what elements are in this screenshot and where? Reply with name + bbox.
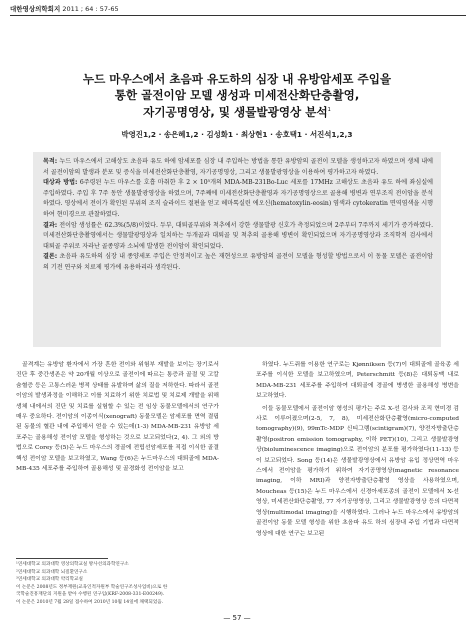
methods-label: 대상과 방법: [43, 179, 78, 187]
citation: 2011 ; 64 : 57-65 [62, 5, 119, 13]
abstract [43, 157, 433, 274]
conclusion-label: 결론: [43, 253, 58, 261]
paper-title [20, 72, 454, 120]
body-column-right [256, 360, 459, 539]
title-footnote-marker: 1 [327, 107, 331, 113]
body-paragraph: 이들 동물모델에서 골전이암 형성의 평가는 주로 X-선 검사와 조직 현미경 검사로 이루어졌으며(2-5, 7, 8), 미세전산화단층촬영(micro-computed tomography)(9), 99mTc-MDP 신티그램(scintigram)(7), 양전자방출단층촬영(positron emission tomography, 이하 PET)(10), 그리고 생물발광영상(bioluminescence imaging)으로 전이암의 분포를 평가하였다(11-13) 등이 보고되었다. Song 등(14)은 생물발광영상에서 유방암 유입 정상면역 마우스에서 전이암을 평가하기 위하여 자기공명영상(magnetic resonance imaging, 이하 MRI)과 양전자방출단층촬영 영상을 사용하였으며, Moucheas 등(15)은 누드 마우스에서 신경아세포종의 골전이 모델에서 X-선 영상, 미세전산화단층촬영, 77 자기공명영상, 그리고 생물발광영상 등의 다면적 영상(multimodal imaging)을 시행하였다. 그러나 누드 마우스에서 유방암의 골전이암 동물 모델 형성을 위한 초음파 유도 하의 심장내 주입 기법과 다면적 영상에 대한 연구는 보고된 [256, 405, 459, 537]
journal-name: 대한영상의학회지 [10, 5, 61, 13]
abstract-methods [43, 178, 433, 220]
abstract-results [43, 221, 433, 253]
footnote-rule [16, 558, 108, 559]
methods-text: 6주령된 누드 마우스를 호흡 마취한 후 2 × 10⁵개의 MDA-MB-231Bo-Luc 세포를 17MHz 고해상도 초음파 유도 하에 좌심실에 주입하였다. 주입 후 7주 동안 생물발광영상을 하였으며, 7주째에 미세전산화단층촬영과 자기공명영상으로 골용해 병변과 연부조직 전이암을 분석하였다. 영상에서 전이가 확인된 부위의 조직 슬라이드 절편을 얻고 헤마톡실린 에오신(hematoxylin-eosin) 염색과 cytokeratin 면역염색을 시행하여 현미경으로 관찰하였다. [43, 179, 434, 218]
results-label: 결과: [43, 221, 58, 229]
footnote-funding-2: 국학술진흥재단의 지원을 받아 수행된 연구임(KRF-2008-331-E00249). [16, 592, 165, 598]
footnote-received: 이 논문은 2010년 7월 28일 접수하여 2010년 10월 14일에 채택되었음. [16, 599, 164, 605]
running-header [10, 4, 466, 13]
purpose-text: 누드 마우스에서 고해상도 초음파 유도 하에 암세포를 심장 내 주입하는 방법을 통한 유방암의 골전이 모델을 생성하고자 하였으며 생체 내에서 골전이암의 발생과 분포 및 증식을 미세전산화단층촬영, 자기공명영상, 그리고 생물발광영상을 이용하여 평가하고자 하였다. [43, 158, 434, 176]
footnote-affiliation-1: ¹연세대학교 의과대학 영상의학교실 방사선의과학연구소 [16, 562, 129, 567]
title-line-2: 통한 골전이암 모델 생성과 미세전산화단층촬영, [114, 87, 360, 102]
title-line-1: 누드 마우스에서 초음파 유도하의 심장 내 유방암세포 주입을 [82, 72, 392, 86]
conclusion-text: 초음파 유도하의 심장 내 종양세포 주입은 안정적이고 높은 재현성으로 유방암의 골전이 모델을 형성할 방법으로서 이 동물 모델은 골전이암의 기전 연구와 치료제 평가에 유용하리라 생각된다. [43, 253, 434, 271]
footnote-funding-1: 이 논문은 2008년도 정부재원(교육인적자원부 학술연구조성사업비)으로 한 [16, 584, 168, 590]
author-list: 박영진1,2 · 송은혜1,2 · 김성화1 · 최상현1 · 송호택1 · 서진석1,2,3 [121, 130, 353, 139]
page-number: — 57 — [223, 614, 251, 622]
body-paragraph: 골격계는 유방암 환자에서 가장 흔한 전이와 위험부 재발을 보이는 장기로서 진단 후 중간생존은 약 20개월 이상으로 골전이에 따르는 통증과 골절 및 고칼슘혈증 등은 고통스러운 병적 상태를 유발하며 삶의 질을 저하한다. 따라서 골전이암의 발생과정을 이해하고 이를 치료하기 위한 치료법 및 치료제 개발을 위해 생체 내에서의 진단 및 치료를 실험할 수 있는 전 임상 동물모델에서의 연구가 매우 중요하다. 전이암의 이종이식(xenograft) 동물모델은 암세포를 면역 결핍된 동물의 혈관 내에 주입해서 얻을 수 있는데(1-3) MDA-MB-231 유방암 세포주는 골용해성 전이암 모델을 형성하는 것으로 보고되었다(2, 4). 그 외의 방법으로 Corey 등(5)은 누드 마우스의 경골에 전립선암세포를 직접 이식한 골결핵성 전이암 모델을 보고하였고, Wang 등(6)은 누드마우스의 대퇴골에 MDA-MB-435 세포주를 주입하여 골용해성 및 골경화성 전이암을 보고 [16, 362, 219, 473]
footnote-affiliation-3: ³연세대학교 의과대학 약리학교실 [16, 577, 83, 583]
title-line-3-text: 자기공명영상, 및 생물발광영상 분석 [143, 104, 328, 119]
footnotes [16, 561, 222, 607]
title-line-3 [20, 103, 454, 120]
abstract-purpose [43, 157, 433, 178]
abstract-conclusion [43, 252, 433, 273]
body-column-left [16, 360, 219, 474]
purpose-label: 목적: [43, 158, 58, 165]
header-rule [10, 15, 466, 16]
footnote-affiliation-2: ²연세대학교 의과대학 뇌질환연구소 [16, 569, 88, 575]
results-text: 전이암 생성률은 62.3%(5/8)이었다. 두부, 대퇴골부위와 척추에서 강한 생물발광 신호가 측정되었으며 2주부터 7주까지 세기가 증가하였다. 미세전산화단층촬영에서는 생물발광영상과 일치하는 두개골과 대퇴골 및 척추의 골용해 병변이 확인되었으며 자기공명영상과 조직학적 검사에서 대퇴골 주위로 자라난 골종양과 소뇌에 발생한 전이암이 확인되었다. [43, 221, 434, 250]
body-paragraph: 하였다. 누드쥐를 이용한 연구로는 Kjønniksen 등(7)이 대퇴골에 골육종 세포주를 이식한 모델을 보고하였으며, Peterschmitt 등(8)은 대퇴동맥 내로 MDA-MB-231 세포주를 주입하여 대퇴골에 경골에 병생한 골용해성 병변을 보고하였다. [256, 362, 459, 400]
